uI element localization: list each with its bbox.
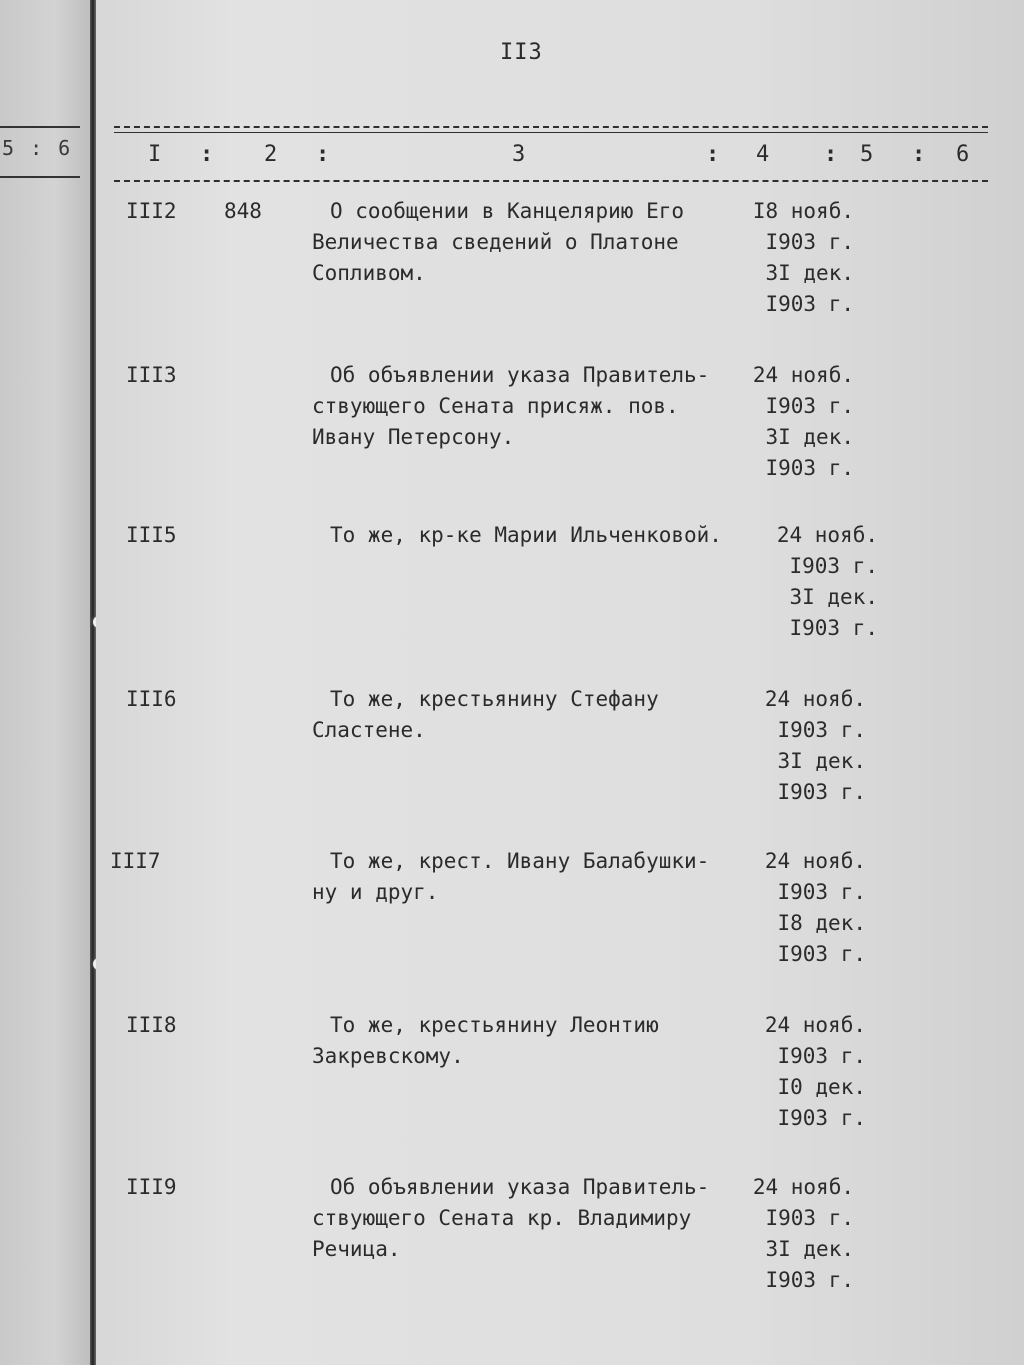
date-line: I903 г.	[777, 1044, 866, 1068]
date-line: 3I дек.	[789, 585, 878, 609]
header-rule-top-inner	[114, 132, 988, 133]
date-line: 24 нояб.	[764, 687, 866, 711]
column-separator: :	[200, 142, 214, 167]
entry-number: III7	[110, 849, 161, 873]
date-line: I903 г.	[777, 780, 866, 804]
left-page-rule-bottom	[0, 176, 80, 178]
column-header-3: 3	[512, 142, 526, 167]
entry-description	[312, 1172, 722, 1265]
description-line: Об объявлении указа Правитель-	[330, 363, 710, 387]
date-line: I903 г.	[765, 456, 854, 480]
column-separator: :	[706, 142, 720, 167]
entry-dates	[736, 684, 866, 808]
entry-dates	[724, 1172, 854, 1296]
description-line: ну и друг.	[312, 880, 439, 904]
description-line: Сопливом.	[312, 261, 426, 285]
entry-number: III3	[126, 363, 177, 387]
column-header-2: 2	[264, 142, 278, 167]
date-line: 3I дек.	[765, 1237, 854, 1261]
entry-number: III6	[126, 687, 177, 711]
entry-code: 848	[224, 199, 262, 223]
description-line: То же, кр-ке Марии Ильченковой.	[330, 523, 722, 547]
date-line: I903 г.	[789, 554, 878, 578]
entry-number: III8	[126, 1013, 177, 1037]
entry-dates	[724, 360, 854, 484]
description-line: Ивану Петерсону.	[312, 425, 515, 449]
date-line: I903 г.	[765, 1206, 854, 1230]
column-header-5: 5	[860, 142, 874, 167]
description-line: О сообщении в Канцелярию Его	[330, 199, 685, 223]
entry-description	[312, 360, 722, 453]
entry-number: III9	[126, 1175, 177, 1199]
entry-description	[312, 1010, 722, 1072]
date-line: I0 дек.	[777, 1075, 866, 1099]
entry-description	[312, 520, 722, 551]
date-line: 24 нояб.	[764, 849, 866, 873]
entry-dates	[736, 846, 866, 970]
column-header-6: 6	[956, 142, 970, 167]
description-line: ствующего Сената присяж. пов.	[312, 394, 679, 418]
description-line: Речица.	[312, 1237, 401, 1261]
column-separator: :	[824, 142, 838, 167]
entry-number: III5	[126, 523, 177, 547]
column-separator: :	[912, 142, 926, 167]
document-page	[96, 0, 1024, 1365]
entry-description	[312, 684, 722, 746]
description-line: ствующего Сената кр. Владимиру	[312, 1206, 692, 1230]
header-rule-bottom	[114, 180, 988, 182]
entry-description	[312, 196, 722, 289]
header-rule-top	[114, 126, 988, 128]
left-page-header: 5 : 6	[2, 136, 73, 160]
date-line: I903 г.	[777, 880, 866, 904]
description-line: Закревскому.	[312, 1044, 464, 1068]
left-page-rule-top	[0, 126, 80, 128]
description-line: Об объявлении указа Правитель-	[330, 1175, 710, 1199]
date-line: 24 нояб.	[776, 523, 878, 547]
date-line: 24 нояб.	[752, 363, 854, 387]
description-line: Сластене.	[312, 718, 426, 742]
date-line: I903 г.	[777, 942, 866, 966]
date-line: I903 г.	[777, 1106, 866, 1130]
date-line: I8 нояб.	[752, 199, 854, 223]
date-line: I903 г.	[765, 230, 854, 254]
entry-description	[312, 846, 722, 908]
date-line: I903 г.	[765, 292, 854, 316]
date-line: 3I дек.	[777, 749, 866, 773]
entry-number: III2	[126, 199, 177, 223]
date-line: 24 нояб.	[752, 1175, 854, 1199]
description-line: Величества сведений о Платоне	[312, 230, 679, 254]
left-page-edge	[0, 0, 92, 1365]
date-line: 3I дек.	[765, 425, 854, 449]
page-number: II3	[500, 40, 543, 65]
date-line: I903 г.	[777, 718, 866, 742]
entry-dates	[748, 520, 878, 644]
entry-dates	[736, 1010, 866, 1134]
date-line: 24 нояб.	[764, 1013, 866, 1037]
date-line: I903 г.	[765, 1268, 854, 1292]
description-line: То же, крестьянину Стефану	[330, 687, 659, 711]
column-header-1: I	[148, 142, 162, 167]
column-separator: :	[316, 142, 330, 167]
description-line: То же, крестьянину Леонтию	[330, 1013, 659, 1037]
column-header-4: 4	[756, 142, 770, 167]
date-line: I8 дек.	[777, 911, 866, 935]
date-line: I903 г.	[789, 616, 878, 640]
date-line: I903 г.	[765, 394, 854, 418]
date-line: 3I дек.	[765, 261, 854, 285]
entry-dates	[724, 196, 854, 320]
description-line: То же, крест. Ивану Балабушки-	[330, 849, 710, 873]
